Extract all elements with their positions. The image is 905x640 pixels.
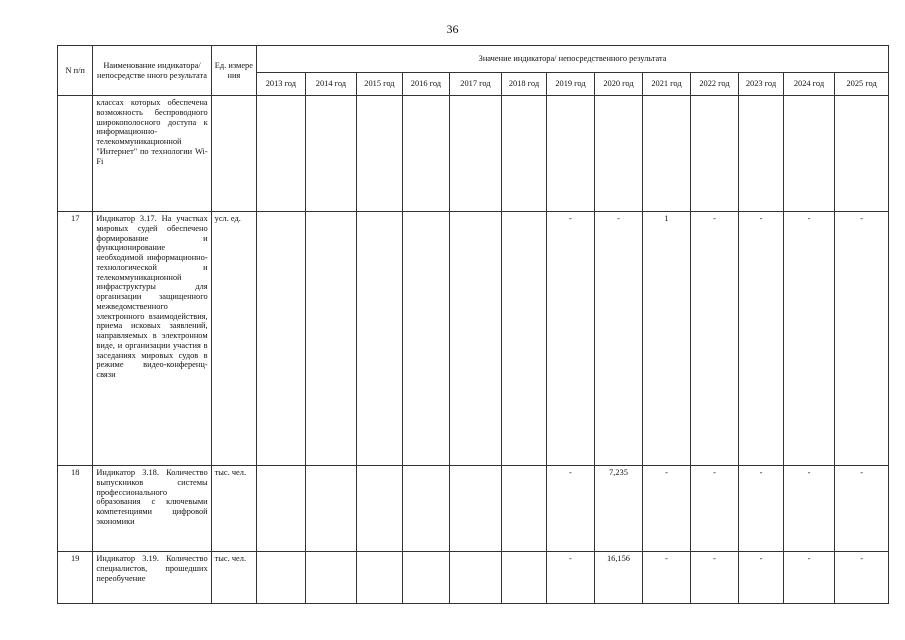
row-value <box>594 96 643 212</box>
table-row <box>58 212 889 466</box>
row-value: 16,156 <box>594 552 643 604</box>
row-unit: тыс. чел. <box>211 466 256 552</box>
row-value <box>357 552 402 604</box>
header-year: 2019 год <box>547 73 595 96</box>
row-value: - <box>835 212 889 466</box>
row-value <box>402 466 450 552</box>
row-value <box>450 212 502 466</box>
row-value: 7,235 <box>594 466 643 552</box>
header-year: 2024 год <box>783 73 835 96</box>
header-unit: Ед. измере ния <box>211 46 256 96</box>
header-year: 2017 год <box>450 73 502 96</box>
row-value: - <box>783 212 835 466</box>
row-name: Индикатор 3.18. Количество выпускников системы профессионального образования с ключевыми компетенциями цифровой экономики <box>93 466 211 552</box>
header-year: 2021 год <box>643 73 691 96</box>
header-year: 2023 год <box>739 73 783 96</box>
row-value <box>501 96 546 212</box>
row-unit: усл. ед. <box>211 212 256 466</box>
row-value <box>257 466 306 552</box>
row-value: - <box>739 212 783 466</box>
row-unit: тыс. чел. <box>211 552 256 604</box>
row-value <box>305 96 357 212</box>
row-value: - <box>547 466 595 552</box>
row-value: 1 <box>643 212 691 466</box>
row-value <box>450 466 502 552</box>
row-unit <box>211 96 256 212</box>
table-row <box>58 466 889 552</box>
row-value <box>357 466 402 552</box>
row-value <box>257 212 306 466</box>
row-num <box>58 96 93 212</box>
row-value: - <box>690 212 739 466</box>
header-year: 2020 год <box>594 73 643 96</box>
table-row <box>58 96 889 212</box>
row-value: - <box>690 466 739 552</box>
row-value <box>501 552 546 604</box>
row-value <box>501 212 546 466</box>
header-values-group: Значение индикатора/ непосредственного результата <box>257 46 889 73</box>
row-value <box>690 96 739 212</box>
row-value <box>501 466 546 552</box>
row-value <box>783 96 835 212</box>
row-value: - <box>783 466 835 552</box>
row-value <box>257 96 306 212</box>
row-value <box>357 96 402 212</box>
row-name: Индикатор 3.17. На участках мировых судей обеспечено формирование и функционирование необходимой информационно-технологической и телекоммуникационной инфраструктуры для организации защищенного межведомственного электронного взаимодействия, приема исковых заявлений, направляемых в электронном виде, и организации участия в заседаниях мировых судов в режиме видео-конференц-связи <box>93 212 211 466</box>
row-num: 17 <box>58 212 93 466</box>
row-value <box>643 96 691 212</box>
row-value: - <box>547 552 595 604</box>
row-value <box>357 212 402 466</box>
row-value <box>305 466 357 552</box>
row-value <box>402 212 450 466</box>
header-year: 2016 год <box>402 73 450 96</box>
row-value: - <box>643 552 691 604</box>
header-year: 2015 год <box>357 73 402 96</box>
row-value: - <box>594 212 643 466</box>
row-value: - <box>835 552 889 604</box>
row-value <box>257 552 306 604</box>
row-value: - <box>739 466 783 552</box>
row-value <box>305 212 357 466</box>
header-year: 2022 год <box>690 73 739 96</box>
row-name: Индикатор 3.19. Количество специалистов, прошедших переобучение <box>93 552 211 604</box>
indicator-table <box>57 45 889 604</box>
row-value <box>835 96 889 212</box>
header-year: 2014 год <box>305 73 357 96</box>
header-year: 2018 год <box>501 73 546 96</box>
row-value: - <box>739 552 783 604</box>
table-row <box>58 552 889 604</box>
header-name: Наименование индикатора/непосредстве нного результата <box>93 46 211 96</box>
row-value <box>450 96 502 212</box>
row-value <box>450 552 502 604</box>
header-year: 2025 год <box>835 73 889 96</box>
row-num: 19 <box>58 552 93 604</box>
row-value <box>305 552 357 604</box>
row-num: 18 <box>58 466 93 552</box>
row-value: - <box>643 466 691 552</box>
row-value: - <box>547 212 595 466</box>
row-value <box>547 96 595 212</box>
row-name: классах которых обеспечена возможность беспроводного широкополосного доступа к информационно-телекоммуникационной "Интернет" по технологии Wi-Fi <box>93 96 211 212</box>
row-value: - <box>783 552 835 604</box>
row-value <box>402 552 450 604</box>
header-num: N п/п <box>58 46 93 96</box>
row-value: - <box>690 552 739 604</box>
header-year: 2013 год <box>257 73 306 96</box>
row-value: - <box>835 466 889 552</box>
row-value <box>739 96 783 212</box>
row-value <box>402 96 450 212</box>
page-number: 36 <box>446 22 459 36</box>
